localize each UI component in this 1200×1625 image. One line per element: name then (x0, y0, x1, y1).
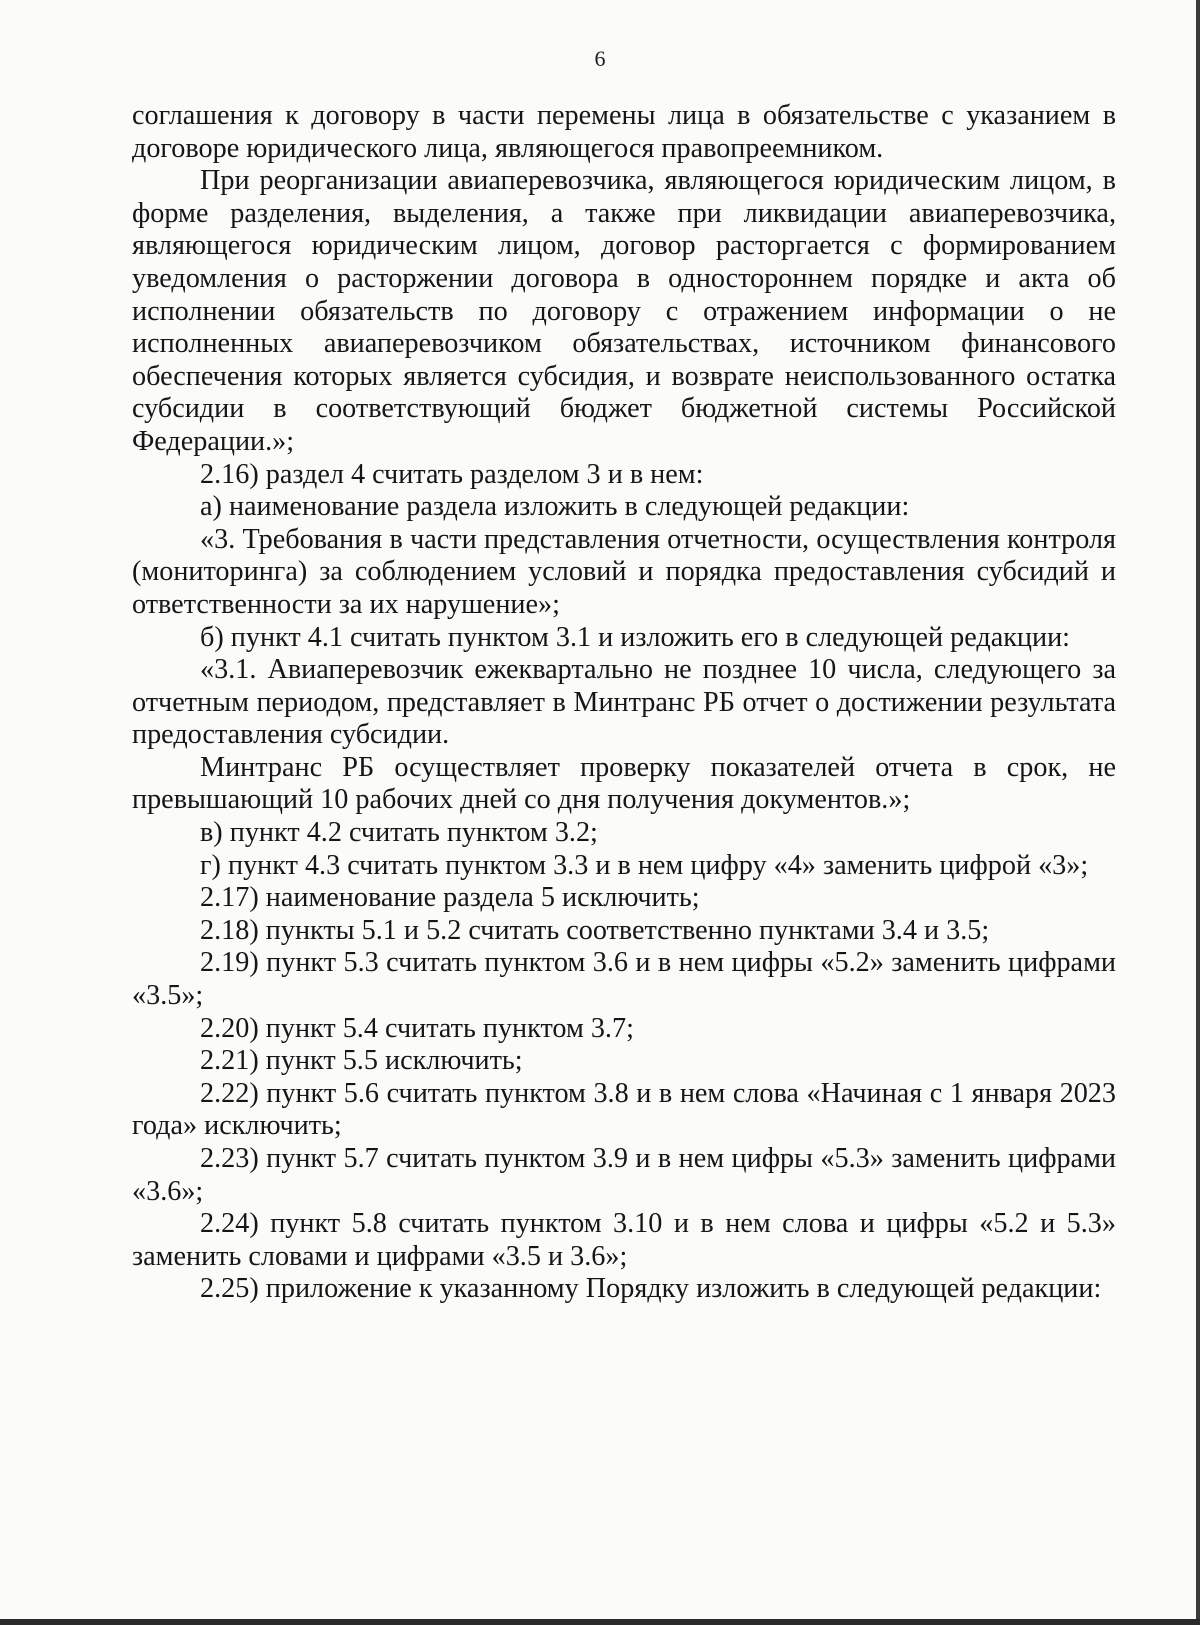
scan-edge-bottom (0, 1619, 1200, 1625)
paragraph-2-16-g: г) пункт 4.3 считать пунктом 3.3 и в нем цифру «4» заменить цифрой «3»; (200, 849, 1089, 881)
paragraph-2-20: 2.20) пункт 5.4 считать пунктом 3.7; (200, 1012, 634, 1044)
paragraph-2-24: 2.24) пункт 5.8 считать пунктом 3.10 и в нем слова и цифры «5.2 и 5.3» заменить словами и цифрами «3.5 и 3.6»; (132, 1208, 1116, 1272)
paragraph-3-1: «3.1. Авиаперевозчик ежеквартально не позднее 10 числа, следующего за отчетным периодом, представляет в Минтранс РБ отчет о достижении результата предоставления субсидии. (132, 654, 1116, 751)
paragraph-2-16-a: а) наименование раздела изложить в следующей редакции: (200, 491, 910, 523)
paragraph-2-21: 2.21) пункт 5.5 исключить; (200, 1045, 523, 1077)
paragraph-2-17: 2.17) наименование раздела 5 исключить; (200, 882, 700, 914)
paragraph-continuation: соглашения к договору в части перемены лица в обязательстве с указанием в договоре юридического лица, являющегося правопреемником. (132, 100, 1116, 164)
paragraph-2-16: 2.16) раздел 4 считать разделом 3 и в нем: (200, 458, 704, 490)
paragraph-2-23: 2.23) пункт 5.7 считать пунктом 3.9 и в нем цифры «5.3» заменить цифрами «3.6»; (132, 1143, 1116, 1207)
paragraph-reorganization: При реорганизации авиаперевозчика, являющегося юридическим лицом, в форме разделения, выделения, а также при ликвидации авиаперевозчика, являющегося юридическим лицом, договор расторгается с формированием уведомления о расторжении договора в одностороннем порядке и акта об исполнении обязательств по договору с отражением информации о не исполненных авиаперевозчиком обязательствах, источником финансового обеспечения которых является субсидия, и возврате неиспользованного остатка субсидии в соответствующий бюджет бюджетной системы Российской Федерации.»; (132, 165, 1116, 457)
paragraph-2-19: 2.19) пункт 5.3 считать пунктом 3.6 и в нем цифры «5.2» заменить цифрами «3.5»; (132, 947, 1116, 1012)
page-number: 6 (594, 46, 606, 71)
paragraph-section-3-title: «3. Требования в части представления отчетности, осуществления контроля (мониторинга) за соблюдением условий и порядка предоставления субсидий и ответственности за их нарушение»; (132, 523, 1116, 620)
paragraph-2-16-b: б) пункт 4.1 считать пунктом 3.1 и изложить его в следующей редакции: (200, 621, 1071, 653)
paragraph-2-22: 2.22) пункт 5.6 считать пунктом 3.8 и в нем слова «Начиная с 1 января 2023 года» исключить; (132, 1077, 1116, 1142)
paragraph-2-18: 2.18) пункты 5.1 и 5.2 считать соответственно пунктами 3.4 и 3.5; (200, 914, 990, 946)
document-body (132, 100, 1116, 1306)
paragraph-mintrans-check: Минтранс РБ осуществляет проверку показателей отчета в срок, не превышающий 10 рабочих дней со дня получения документов.»; (132, 751, 1116, 816)
paragraph-2-16-v: в) пункт 4.2 считать пунктом 3.2; (200, 817, 598, 849)
scan-edge-right (1196, 0, 1200, 1625)
paragraph-2-25: 2.25) приложение к указанному Порядку изложить в следующей редакции: (200, 1273, 1102, 1305)
